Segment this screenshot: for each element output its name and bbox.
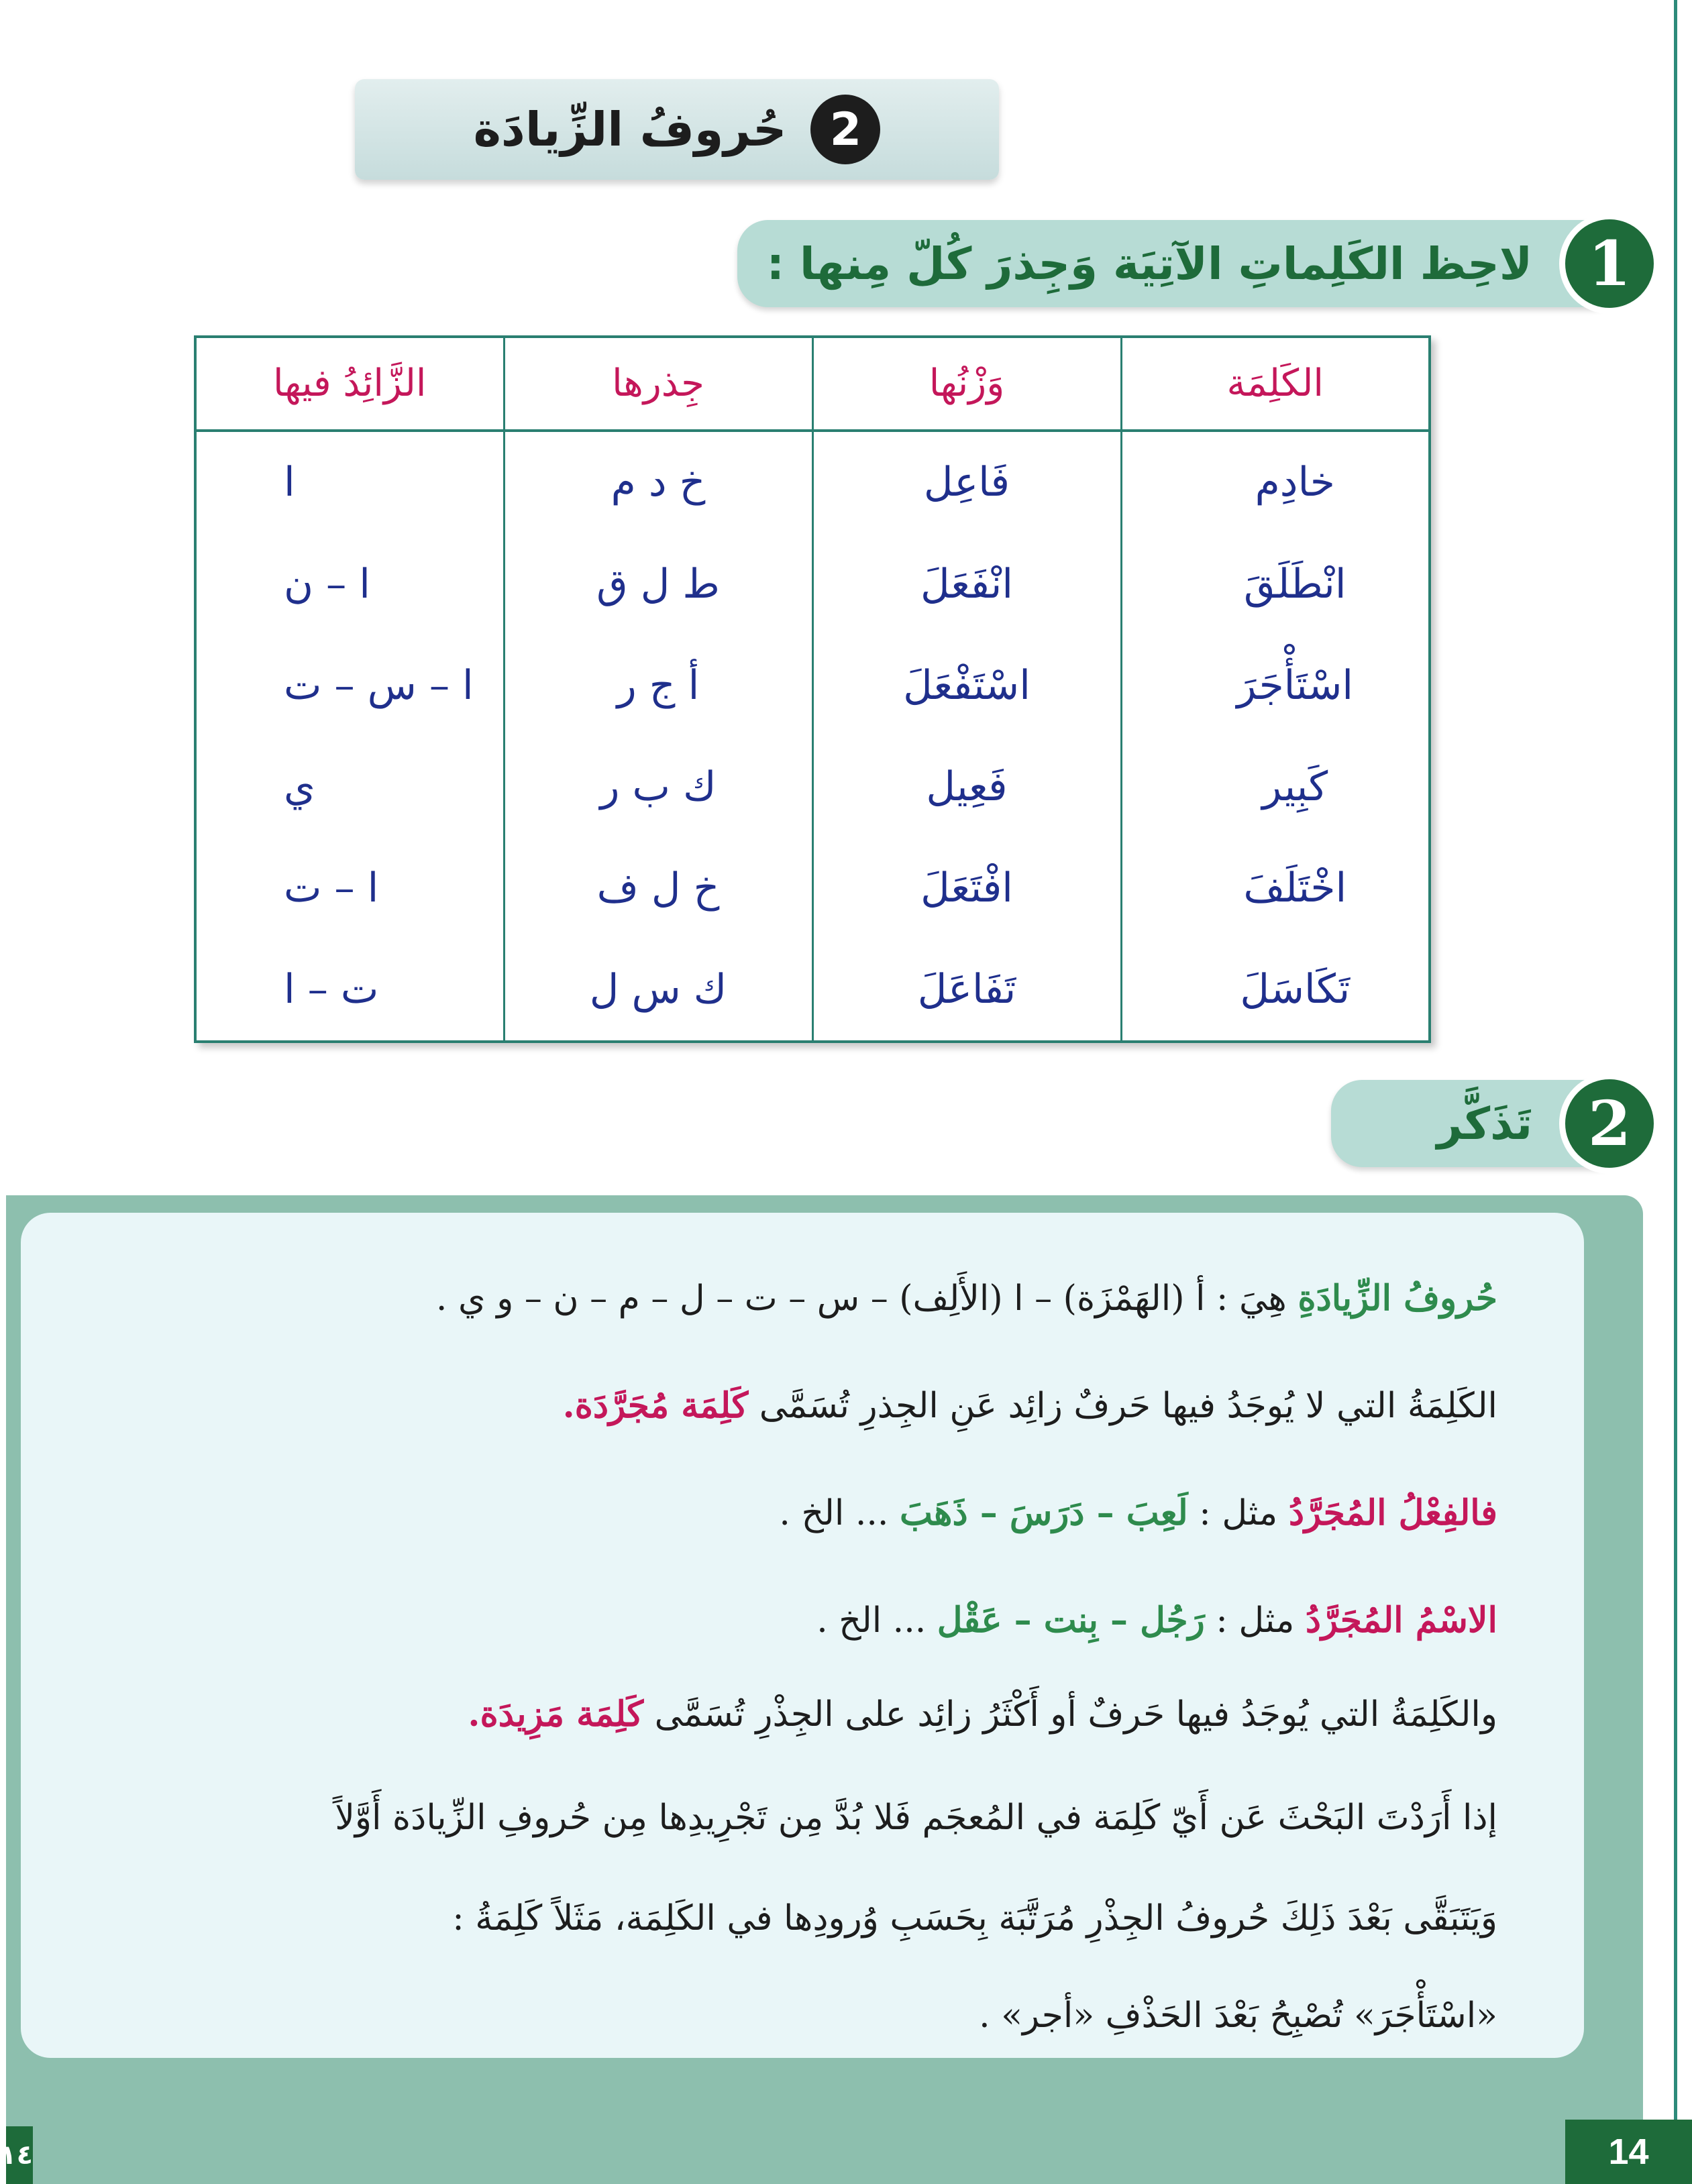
chapter-number: 2	[810, 95, 880, 164]
cell-pattern: فَعِيل	[812, 736, 1121, 837]
section-1-header	[737, 213, 1660, 314]
examples-bare-noun: رَجُل – بِنت – عَقْل	[937, 1600, 1205, 1641]
section-2-header	[1331, 1073, 1660, 1174]
table-row	[195, 736, 1430, 837]
cell-extra: ي	[195, 736, 504, 837]
page-number-arabic: ١٤	[6, 2126, 33, 2184]
cell-pattern: افْتَعَلَ	[812, 838, 1121, 939]
cell-pattern: اسْتَفْعَلَ	[812, 635, 1121, 736]
label-example: مثل :	[1204, 1600, 1306, 1641]
extra-letters-list: هِيَ : أ (الهَمْزَة) – ا (الأَلِف) – س – ت – ل – م – ن – و ي .	[435, 1278, 1298, 1319]
cell-pattern: تَفَاعَلَ	[812, 939, 1121, 1042]
etc-text: ... الخ .	[779, 1493, 900, 1533]
remember-line-5	[468, 1694, 1497, 1735]
section-2-number: 2	[1559, 1073, 1660, 1174]
term-bare-noun: الاسْمُ المُجَرَّدُ	[1305, 1600, 1497, 1641]
cell-root: خ ل ف	[504, 838, 812, 939]
cell-word: تَكَاسَلَ	[1121, 939, 1430, 1042]
cell-word: اخْتَلَفَ	[1121, 838, 1430, 939]
remember-line-7: وَيَتَبَقَّى بَعْدَ ذَلِكَ حُروفُ الجِذْرِ مُرَتَّبَة بِحَسَبِ وُرودِها في الكَلِمَة، مَثَلاً كَلِمَةُ :	[452, 1898, 1497, 1939]
cell-extra: ا	[195, 431, 504, 533]
term-extra-letters: حُروفُ الزِّيادَةِ	[1298, 1278, 1497, 1319]
word-table	[194, 335, 1431, 1043]
cell-root: أ ج ر	[504, 635, 812, 736]
page-number: 14	[1565, 2120, 1692, 2184]
cell-root: خ د م	[504, 431, 812, 533]
cell-word: اسْتَأْجَرَ	[1121, 635, 1430, 736]
chapter-banner	[355, 79, 999, 180]
chapter-title: حُروفُ الزِّيادَة	[473, 102, 787, 157]
cell-pattern: انْفَعَلَ	[812, 533, 1121, 635]
label-example: مثل :	[1187, 1493, 1289, 1533]
page-edge-rule	[1674, 0, 1677, 2184]
table-row	[195, 431, 1430, 533]
cell-extra: ت – ا	[195, 939, 504, 1042]
term-bare-verb: فالفِعْلُ المُجَرَّدُ	[1288, 1492, 1497, 1533]
cell-word: كَبِير	[1121, 736, 1430, 837]
remember-line-1	[436, 1278, 1497, 1319]
examples-bare-verb: لَعِبَ – دَرَسَ – ذَهَبَ	[899, 1492, 1188, 1533]
table-row	[195, 838, 1430, 939]
table-row	[195, 635, 1430, 736]
header-extra-letters: الزَّائِدُ فيها	[195, 337, 504, 431]
term-augmented-word: كَلِمَة مَزِيدَة.	[468, 1694, 644, 1735]
remember-line-6: إذا أَرَدْتَ البَحْثَ عَن أَيّ كَلِمَة في المُعجَم فَلا بُدَّ مِن تَجْرِيدِها مِن حُروفِ الزِّيادَة أَوَّلاً	[335, 1798, 1497, 1838]
section-2-title: تَذَكَّر	[1436, 1097, 1532, 1150]
header-pattern: وَزْنُها	[812, 337, 1121, 431]
remember-line-8: «اسْتَأْجَرَ» تُصْبِحُ بَعْدَ الحَذْفِ «أجر» .	[979, 1996, 1497, 2036]
remember-line-4	[816, 1600, 1497, 1641]
cell-root: ك ب ر	[504, 736, 812, 837]
cell-root: ط ل ق	[504, 533, 812, 635]
cell-word: انْطَلَقَ	[1121, 533, 1430, 635]
cell-extra: ا – ت	[195, 838, 504, 939]
cell-extra: ا – ن	[195, 533, 504, 635]
remember-line-2	[563, 1385, 1497, 1426]
cell-pattern: فَاعِل	[812, 431, 1121, 533]
header-root: جِذرها	[504, 337, 812, 431]
cell-word: خادِم	[1121, 431, 1430, 533]
definition-bare-word: الكَلِمَةُ التي لا يُوجَدُ فيها حَرفٌ زائِد عَنِ الجِذرِ تُسَمَّى	[748, 1386, 1497, 1426]
table-row	[195, 939, 1430, 1042]
table-header-row	[195, 337, 1430, 431]
section-1-number: 1	[1559, 213, 1660, 314]
term-bare-word: كَلِمَة مُجَرَّدَة.	[562, 1385, 749, 1426]
definition-augmented-word: والكَلِمَةُ التي يُوجَدُ فيها حَرفٌ أو أَكْثَرُ زائِد على الجِذْرِ تُسَمَّى	[643, 1694, 1497, 1735]
cell-extra: ا – س – ت	[195, 635, 504, 736]
cell-root: ك س ل	[504, 939, 812, 1042]
section-1-title: لاحِظ الكَلِماتِ الآتِيَة وَجِذرَ كُلّ مِنها :	[766, 237, 1532, 290]
remember-line-3	[779, 1492, 1497, 1533]
etc-text: ... الخ .	[816, 1600, 937, 1641]
table-row	[195, 533, 1430, 635]
header-word: الكَلِمَة	[1121, 337, 1430, 431]
